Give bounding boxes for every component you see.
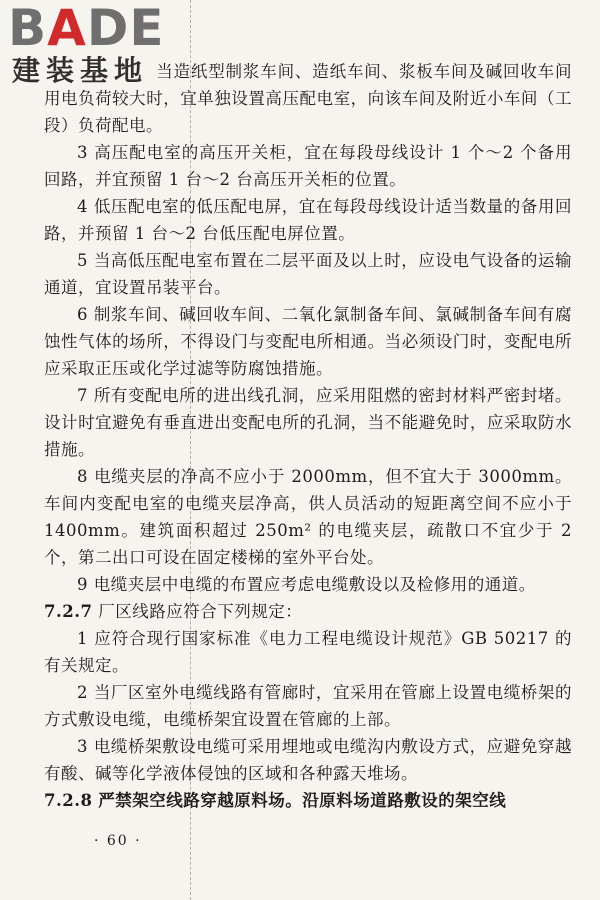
clause-number: 7.2.8 bbox=[44, 791, 93, 810]
item-8 bbox=[44, 463, 572, 571]
item-number: 1 bbox=[77, 629, 88, 648]
clause-7-2-8 bbox=[44, 787, 572, 814]
item-5 bbox=[44, 247, 572, 301]
item-number: 6 bbox=[77, 305, 88, 324]
intro-text: 当造纸型制浆车间、造纸车间、浆板车间及碱回收车间用电负荷较大时，宜单独设置高压配电室，向该车间及附近小车间（工段）负荷配电。 bbox=[44, 62, 572, 135]
sub-item-3 bbox=[44, 733, 572, 787]
clause-number: 7.2.7 bbox=[44, 602, 93, 621]
item-number: 7 bbox=[77, 386, 88, 405]
item-number: 2 bbox=[77, 683, 88, 702]
item-number: 8 bbox=[77, 467, 88, 486]
item-4 bbox=[44, 193, 572, 247]
item-text: 所有变配电所的进出线孔洞，应采用阻燃的密封材料严密封堵。设计时宜避免有垂直进出变配电所的孔洞，当不能避免时，应采取防水措施。 bbox=[44, 386, 572, 459]
clause-7-2-7 bbox=[44, 598, 572, 625]
item-3 bbox=[44, 139, 572, 193]
page-number: · 60 · bbox=[94, 833, 142, 849]
sub-item-1 bbox=[44, 625, 572, 679]
item-7 bbox=[44, 382, 572, 463]
logo-brand bbox=[8, 0, 165, 57]
item-text: 高压配电室的高压开关柜，宜在每段母线设计 1 个～2 个备用回路，并宜预留 1 台～2 台高压开关柜的位置。 bbox=[44, 143, 572, 189]
item-text: 应符合现行国家标准《电力工程电缆设计规范》GB 50217 的有关规定。 bbox=[44, 629, 572, 675]
item-number: 9 bbox=[77, 575, 88, 594]
item-text: 当高低压配电室布置在二层平面及以上时，应设电气设备的运输通道，宜设置吊装平台。 bbox=[44, 251, 572, 297]
item-text: 电缆桥架敷设电缆可采用埋地或电缆沟内敷设方式，应避免穿越有酸、碱等化学液体侵蚀的区域和各种露天堆场。 bbox=[44, 737, 572, 783]
item-text: 低压配电室的低压配电屏，宜在每段母线设计适当数量的备用回路，并预留 1 台～2 台低压配电屏位置。 bbox=[44, 197, 572, 243]
item-number: 5 bbox=[77, 251, 88, 270]
item-number: 3 bbox=[77, 737, 88, 756]
logo-brand-accent: A bbox=[47, 0, 87, 57]
item-text: 当厂区室外电缆线路有管廊时，宜采用在管廊上设置电缆桥架的方式敷设电缆，电缆桥架宜设置在管廊的上部。 bbox=[44, 683, 572, 729]
sub-item-2 bbox=[44, 679, 572, 733]
intro-paragraph bbox=[44, 58, 572, 139]
item-text: 电缆夹层中电缆的布置应考虑电缆敷设以及检修用的通道。 bbox=[93, 575, 536, 594]
item-text: 电缆夹层的净高不应小于 2000mm，但不宜大于 3000mm。车间内变配电室的电缆夹层净高，供人员活动的短距离空间不应小于 1400mm。建筑面积超过 250m² 的电缆夹层，疏散口不宜少于 2 个，第二出口可设在固定楼梯的室外平台处。 bbox=[44, 467, 572, 567]
item-text: 制浆车间、碱回收车间、二氧化氯制备车间、氯碱制备车间有腐蚀性气体的场所，不得设门与变配电所相通。当必须设门时，变配电所应采取正压或化学过滤等防腐蚀措施。 bbox=[44, 305, 572, 378]
logo-brand-text: BADE bbox=[8, 0, 165, 57]
clause-text: 厂区线路应符合下列规定： bbox=[98, 602, 303, 621]
clause-text: 严禁架空线路穿越原料场。沿原料场道路敷设的架空线 bbox=[98, 791, 507, 810]
item-9 bbox=[44, 571, 572, 598]
item-number: 3 bbox=[77, 143, 88, 162]
item-6 bbox=[44, 301, 572, 382]
logo-subtitle: 建装基地 bbox=[12, 54, 149, 87]
item-number: 4 bbox=[77, 197, 88, 216]
body-text bbox=[44, 58, 572, 814]
